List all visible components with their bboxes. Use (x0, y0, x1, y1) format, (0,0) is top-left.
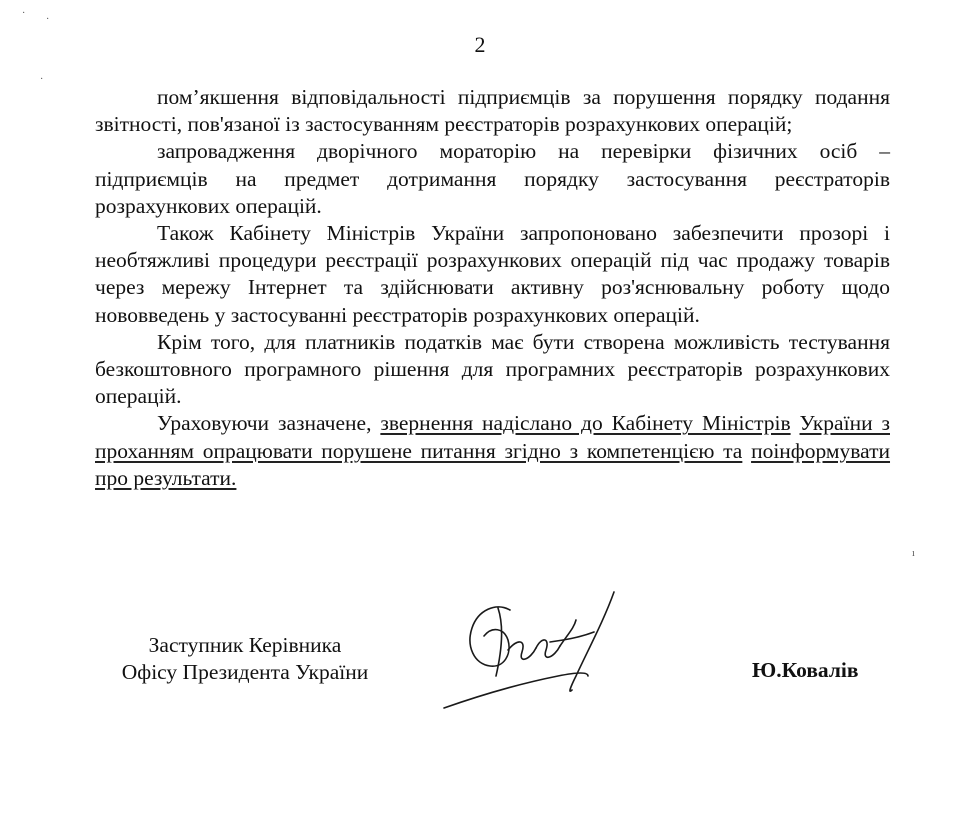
text-line: пом’якшення відповідальності підприємців за порушення порядку (157, 85, 803, 109)
text-line: подання звітності, пов'язаної із застосуванням реєстраторів розрахункових (95, 85, 890, 137)
signer-title-line: Офісу Президента України (121, 660, 369, 684)
signer-name: Ю.Ковалів (752, 658, 859, 682)
page-number: 2 (474, 32, 486, 57)
conclusion-lead: Ураховуючи зазначене, (157, 411, 372, 436)
paragraph-conclusion (95, 410, 890, 492)
underlined-text: України з проханням опрацювати порушене питання згідно з компетенцією та (95, 411, 890, 463)
text-line: Крім того, для платників податків має бути створена можливість (157, 329, 780, 354)
text-line: роз'яснювальну роботу щодо нововведень у застосуванні реєстраторів (95, 275, 890, 327)
underlined-text: звернення надіслано до Кабінету Міністрів (380, 411, 791, 436)
signer-title (100, 632, 390, 686)
paragraph-softening-liability (95, 84, 890, 138)
text-line: запровадження дворічного мораторію на перевірки фізичних осіб – (157, 139, 890, 164)
text-line: розрахункових операцій. (473, 302, 700, 327)
handwritten-signature (438, 580, 628, 720)
paragraph-moratorium (95, 138, 890, 220)
scan-speck: · (40, 74, 44, 85)
text-line: тестування безкоштовного програмного рішення для програмних реєстраторів (95, 329, 890, 382)
scan-speck: ı (912, 548, 915, 559)
signer-title-line: Заступник Керівника (148, 633, 342, 657)
scan-speck: · (46, 14, 50, 25)
text-line: розрахункових операцій. (95, 193, 322, 218)
text-line: необтяжливі процедури реєстрації розрахункових операцій під час (95, 248, 728, 273)
text-line: розрахункових операцій. (95, 357, 890, 409)
letter-body (95, 84, 890, 492)
paragraph-free-software (95, 329, 890, 411)
underlined-text: поінформувати про результати. (95, 438, 891, 490)
paragraph-cabinet-proposal (95, 220, 890, 329)
text-line: операцій; (705, 112, 793, 137)
text-line: підприємців на предмет дотримання порядку застосування реєстраторів (95, 166, 890, 191)
text-line: Також Кабінету Міністрів України запропоновано забезпечити прозорі і (157, 221, 890, 246)
scan-speck: · (22, 8, 26, 19)
text-line: продажу товарів через мережу Інтернет та здійснювати активну (95, 248, 891, 300)
